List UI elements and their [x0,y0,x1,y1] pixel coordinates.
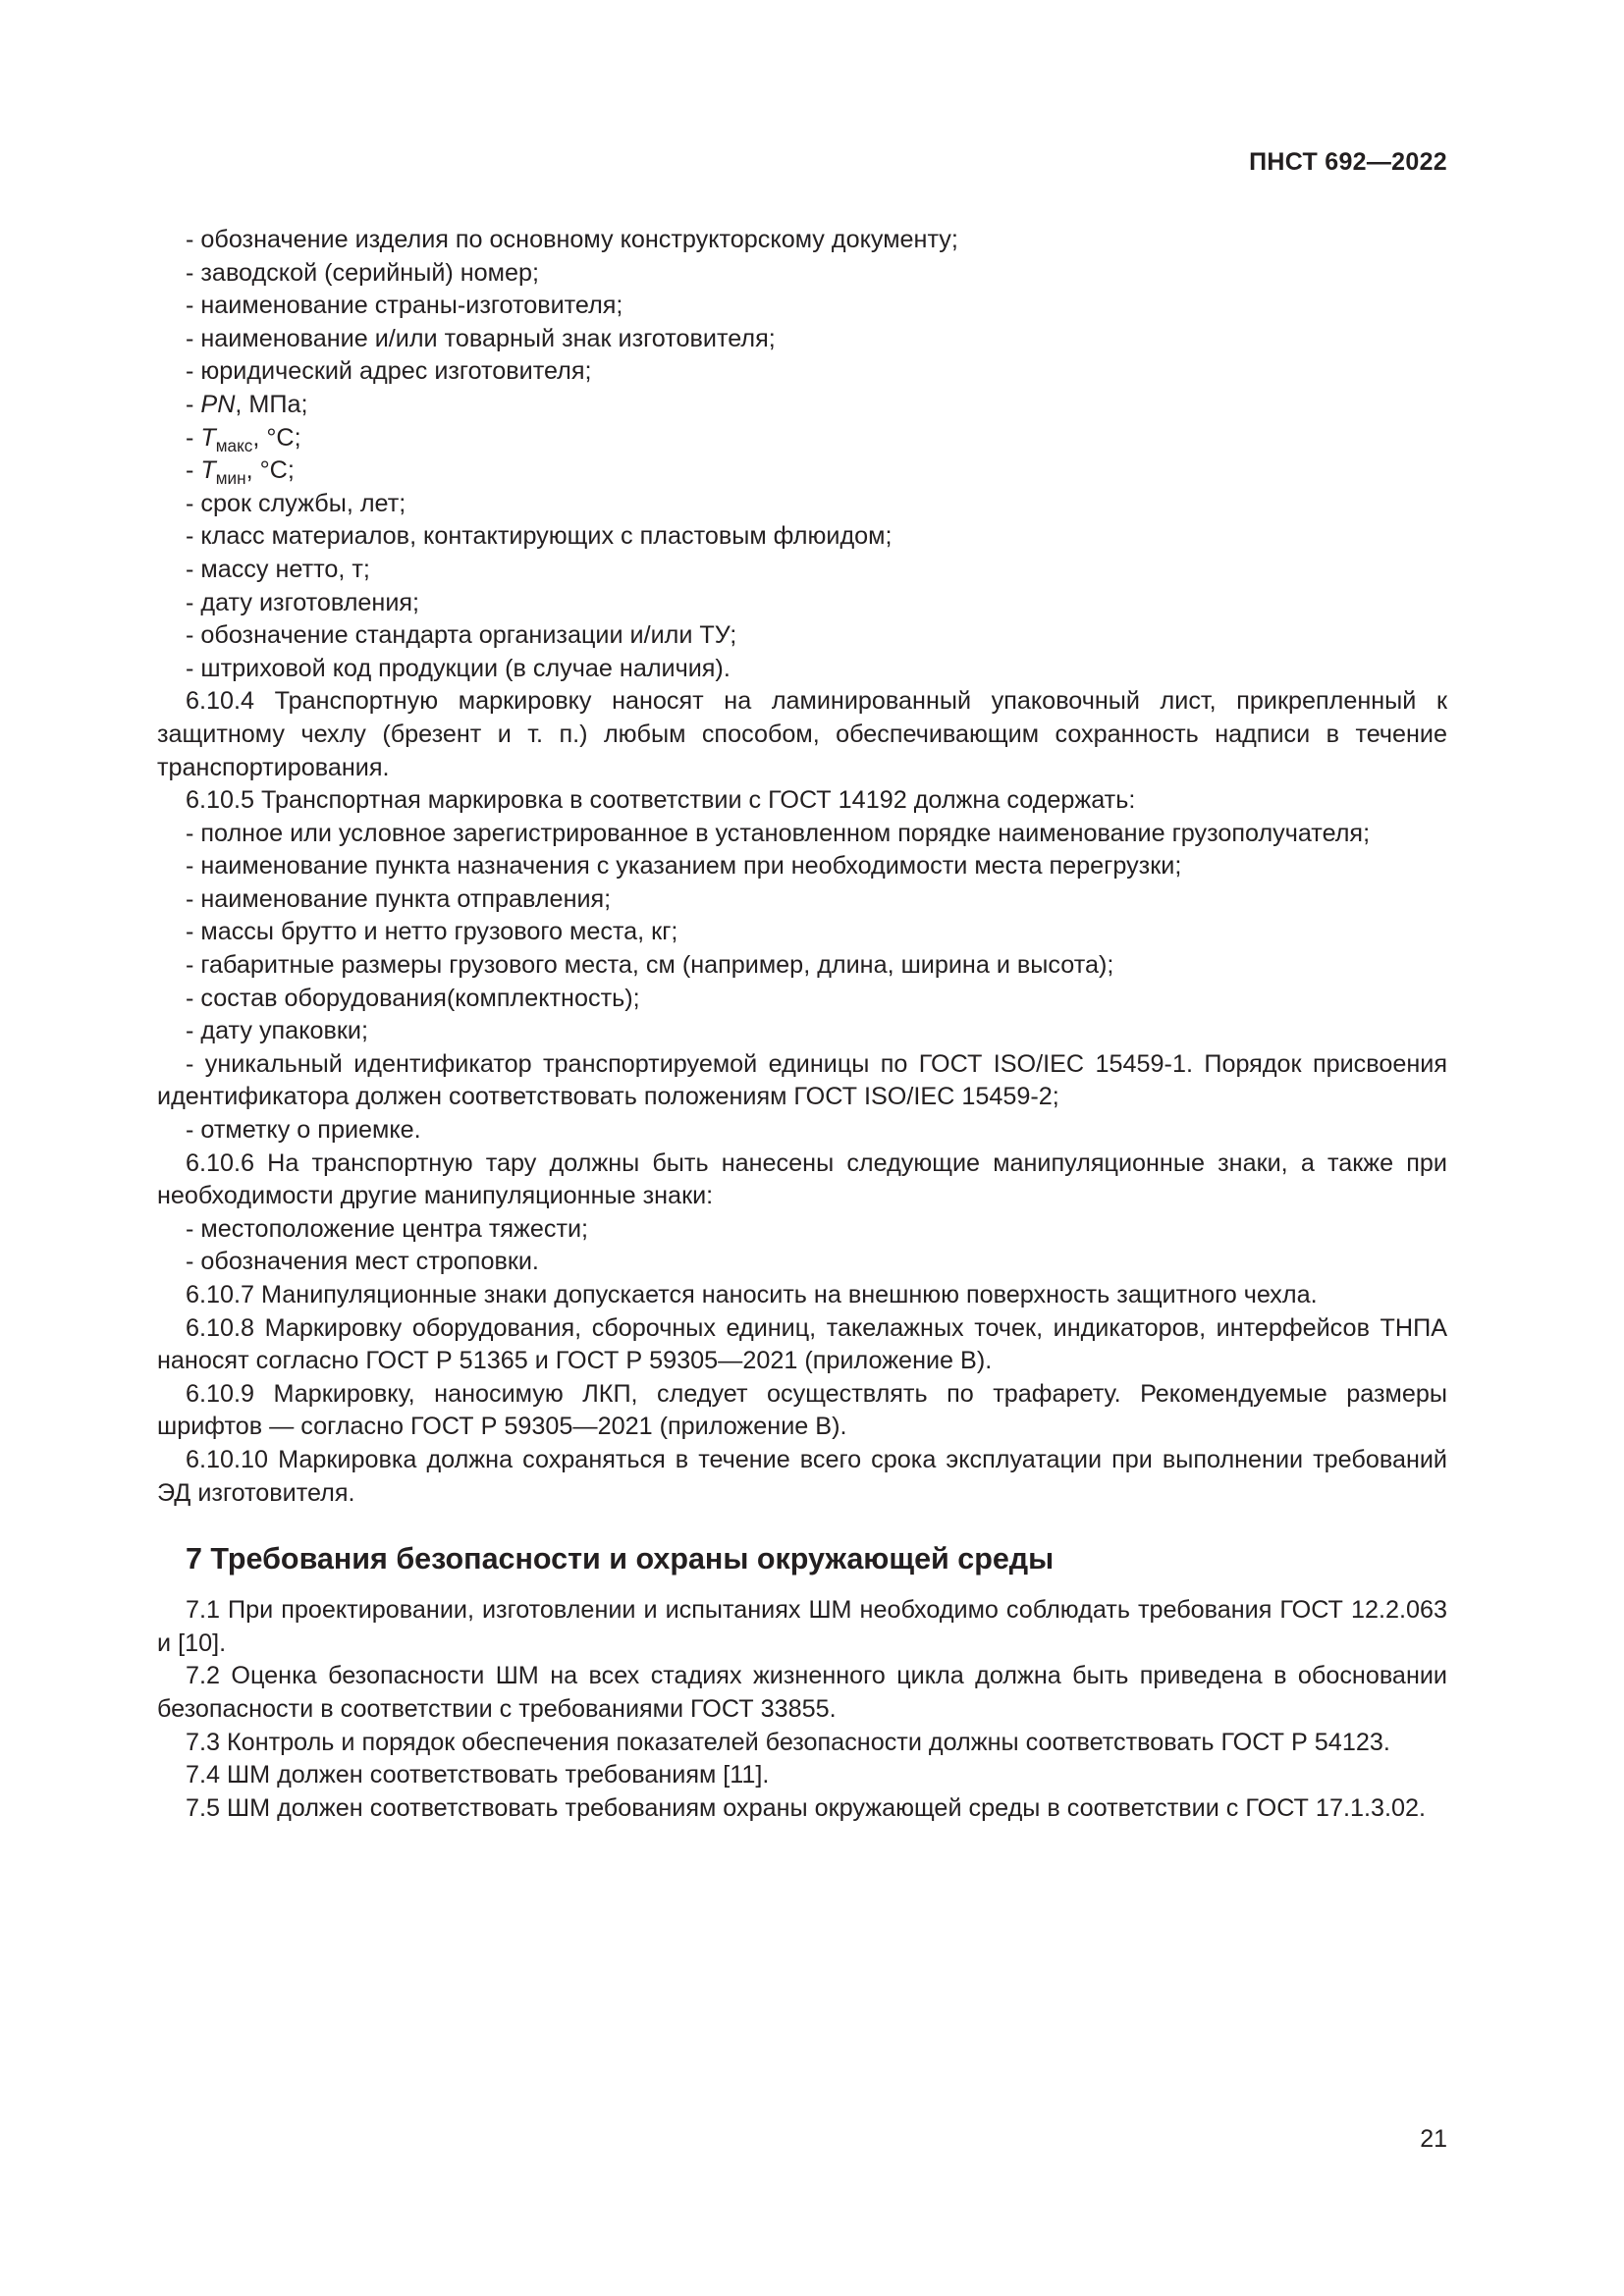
list-item: - дату изготовления; [186,588,420,616]
list-item: - обозначение изделия по основному конструкторскому документу; [186,226,958,253]
paragraph-7-5: 7.5 ШМ должен соответствовать требованиям охраны окружающей среды в соответствии с ГОСТ 17.1.3.02. [186,1793,1426,1822]
list-item-tmax [157,422,1447,455]
list-item: - массу нетто, т; [186,555,370,583]
list-item: - наименование страны-изготовителя; [186,292,623,320]
section-7-title: 7 Требования безопасности и охраны окружающей среды [186,1542,1055,1576]
page-number: 21 [1420,2125,1447,2153]
symbol-t: T [200,423,216,452]
symbol-t: T [200,456,216,485]
paragraph-6-10-5: 6.10.5 Транспортная маркировка в соответствии с ГОСТ 14192 должна содержать: [186,786,1136,815]
list-item: - дату упаковки; [186,1017,368,1045]
symbol-pn: PN [200,390,236,418]
paragraph-6-10-4: 6.10.4 Транспортную маркировку наносят на ламинированный упаковочный лист, прикрепленный к защитному чехлу (брезент и т. п.) любым способом, обеспечивающим сохранность надписи в течение транспортирования. [157,687,1447,781]
list-item: - срок службы, лет; [186,489,406,517]
list-item: - наименование пункта отправления; [186,884,612,913]
symbol-pn-unit: , МПа; [235,390,308,418]
list-dash: - [186,456,201,485]
list-item: - уникальный идентификатор транспортируемой единицы по ГОСТ ISO/IEC 15459-1. Порядок присвоения идентификатора должен соответствовать положениям ГОСТ ISO/IEC 15459-2; [157,1049,1447,1111]
paragraph-7-1: 7.1 При проектировании, изготовлении и испытаниях ШМ необходимо соблюдать требования ГОСТ 12.2.063 и [10]. [157,1596,1447,1657]
paragraph-7-4: 7.4 ШМ должен соответствовать требованиям [11]. [186,1761,770,1789]
paragraph-6-10-6: 6.10.6 На транспортную тару должны быть нанесены следующие манипуляционные знаки, а также при необходимости другие манипуляционные знаки: [157,1148,1447,1210]
page-body [157,224,1447,1825]
list-item: - наименование пункта назначения с указанием при необходимости места перегрузки; [186,852,1182,881]
list-item: - полное или условное зарегистрированное в установленном порядке наименование грузополучателя; [186,819,1371,847]
list-dash: - [186,390,201,418]
list-item-pn [157,389,1447,422]
list-item: - отметку о приемке. [186,1116,421,1145]
document-header-id: ПНСТ 692—2022 [1249,148,1447,176]
paragraph-6-10-9: 6.10.9 Маркировку, наносимую ЛКП, следует осуществлять по трафарету. Рекомендуемые размеры шрифтов — согласно ГОСТ Р 59305—2021 (приложение В). [157,1379,1447,1441]
list-item: - заводской (серийный) номер; [186,258,540,287]
subscript-min: мин [215,468,246,489]
list-item: - состав оборудования(комплектность); [186,984,640,1012]
symbol-tmin-unit: , °С; [245,456,295,485]
list-item-tmin [157,454,1447,488]
list-dash: - [186,423,201,452]
paragraph-6-10-10: 6.10.10 Маркировка должна сохраняться в течение всего срока эксплуатации при выполнении требований ЭД изготовителя. [157,1445,1447,1507]
symbol-tmax-unit: , °С; [252,423,301,452]
paragraph-7-2: 7.2 Оценка безопасности ШМ на всех стадиях жизненного цикла должна быть приведена в обосновании безопасности в соответствии с требованиями ГОСТ 33855. [157,1662,1447,1723]
list-item: - габаритные размеры грузового места, см (например, длина, ширина и высота); [186,951,1114,980]
list-item: - местоположение центра тяжести; [186,1214,589,1243]
list-item: - юридический адрес изготовителя; [186,357,592,386]
list-item: - наименование и/или товарный знак изготовителя; [186,324,776,352]
subscript-max: макс [215,435,253,455]
paragraph-7-3: 7.3 Контроль и порядок обеспечения показателей безопасности должны соответствовать ГОСТ Р 54123. [186,1728,1390,1756]
list-item: - штриховой код продукции (в случае наличия). [186,654,731,682]
list-item: - класс материалов, контактирующих с пластовым флюидом; [186,522,893,551]
list-item: - обозначение стандарта организации и/или ТУ; [186,621,737,650]
list-item: - обозначения мест строповки. [186,1248,539,1276]
paragraph-6-10-7: 6.10.7 Манипуляционные знаки допускается наносить на внешнюю поверхность защитного чехла. [186,1281,1318,1308]
paragraph-6-10-8: 6.10.8 Маркировку оборудования, сборочных единиц, такелажных точек, индикаторов, интерфейсов ТНПА наносят согласно ГОСТ Р 51365 и ГОСТ Р 59305—2021 (приложение В). [157,1313,1447,1375]
list-item: - массы брутто и нетто грузового места, кг; [186,918,678,946]
